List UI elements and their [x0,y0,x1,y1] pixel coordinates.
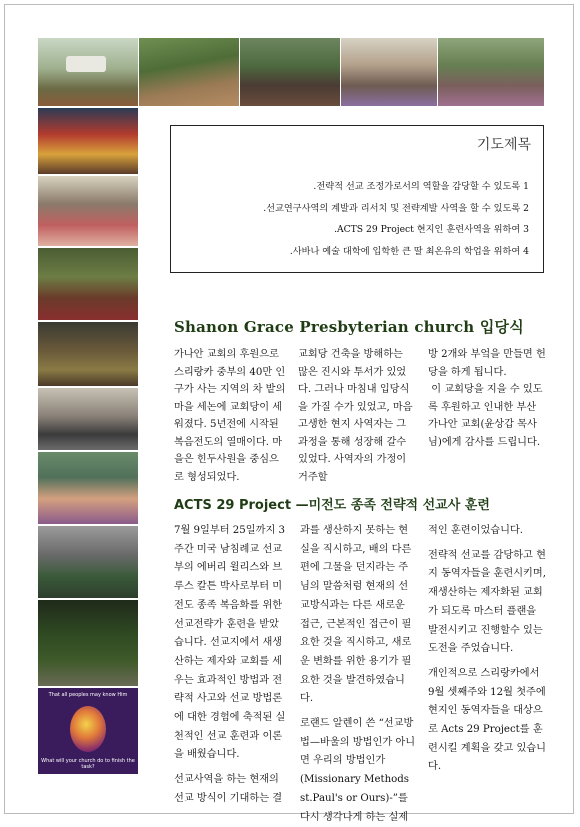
children-in-costume-photo [38,108,138,174]
village-van-photo [38,38,138,106]
poster-top-text: That all peoples may know Him [48,692,128,698]
prayer-item: 선교연구사역의 계발과 리서치 및 전략계발 사역을 할 수 있도록 2. [263,202,529,214]
section2-col1-para: 선교사역을 하는 현재의 선교 방식이 기대하는 결 [174,774,283,804]
woman-teaching-photo [38,322,138,386]
prayer-item: 사바나 예술 대학에 입학한 큰 딸 최온유의 학업을 위하여 4. [289,245,529,257]
outdoor-gathering-photo [240,38,340,106]
children-gathering-photo [341,38,437,106]
section1-column2: 교회당 건축을 방해하는 많은 진시와 투서가 있었다. 그러나 마침내 입당식을 가질 수가 있었고, 마음 고생한 현지 사역자는 그 과정을 통해 성장해 갈수 있었다. 사역자의 가정이 거주할 [298,349,413,483]
prayer-item: ACTS 29 Project 현지인 훈련사역을 위하여 3. [334,224,529,235]
kids-outdoors-photo [38,248,138,320]
section1-col3-para: 방 2개와 부엌을 만들면 헌당을 하게 됩니다. [428,349,546,378]
section2-col2-para: 로랜드 알렌이 쓴 “선교방법—바울의 방법인가 아니면 우리의 방법인가(Missionary Methods st.Paul's or Ours)-”를 다시 생각나게 하는 실제 [300,718,416,823]
women-group-photo [38,452,138,524]
section2-column3 [428,522,548,777]
children-group-photo [38,176,138,246]
prayer-item: 전략적 선교 조정가로서의 역할을 감당할 수 있도록 1. [313,181,529,192]
section2-column2 [300,522,416,827]
section1-col3-para: 이 교회당을 지을 수 있도록 후원하고 인내한 부산 가나안 교회(윤상갑 목사님)에게 감사를 드립니다. [428,384,543,448]
section2-col3-para: 개인적으로 스리랑카에서 9월 셋째주와 12월 첫주에 현지인 동역자들을 대상으로 Acts 29 Project를 훈련시킬 계획을 갖고 있습니다. [428,667,546,773]
section2-column1 [174,522,286,809]
prayer-title: 기도제목 [476,137,531,153]
prayer-requests-box [170,125,544,273]
section2-col1-para: 7월 9일부터 25일까지 3주간 미국 남침례교 선교부의 에버리 윌리스와 브루스 칼튼 박사로부터 미전도 종족 복음화를 위한 선교전략가 훈련을 받았습니다. 선교지에서 새생산하는 제자와 교회를 세우는 효과적인 방법과 전략적 사고와 선교 방법론에 대한 경험에 축적된 실천적인 선교 훈련과 이론을 배웠습니다. [174,525,286,761]
prayer-list [263,176,529,262]
section2-col2-para: 과를 생산하지 못하는 현실을 직시하고, 배의 다른 편에 그물을 던지라는 주님의 말씀처럼 현재의 선교방식과는 다른 새로운 접근, 근본적인 접근이 필요한 것을 직시하고, 새로운 변화를 위한 용기가 필요한 것을 발견하였습니다. [300,525,412,705]
building-entrance-photo [38,388,138,450]
forest-walkers-photo [38,600,138,686]
section1-column3 [428,346,548,451]
globe-graphic [70,706,106,752]
village-road-photo [139,38,239,106]
van-shape [66,56,106,72]
worship-crowd-photo [438,38,544,106]
section2-heading: ACTS 29 Project —미전도 종족 전략적 선교사 훈련 [174,498,490,513]
poster-bottom-text: What will your church do to finish the task? [41,758,135,770]
section2-col3-para: 적인 훈련이었습니다. [428,525,524,536]
mission-poster [38,688,138,774]
section1-column1: 가나안 교회의 후원으로 스리랑카 중부의 40만 인구가 사는 지역의 차 밭의 마을 세논에 교회당이 세워졌다. 5년전에 시작된 복음전도의 열매이다. 마을은 힌두사원을 중심으로 형성되었다. [174,349,286,483]
section1-heading: Shanon Grace Presbyterian church 입당식 [174,318,524,336]
section2-col3-para: 전략적 선교를 감당하고 현지 동역자들을 훈련시키며, 재생산하는 제자화된 교회가 되도록 마스터 플랜을 발전시키고 진행할수 있는 도전을 주었습니다. [428,549,546,655]
group-seated-photo [38,526,138,598]
